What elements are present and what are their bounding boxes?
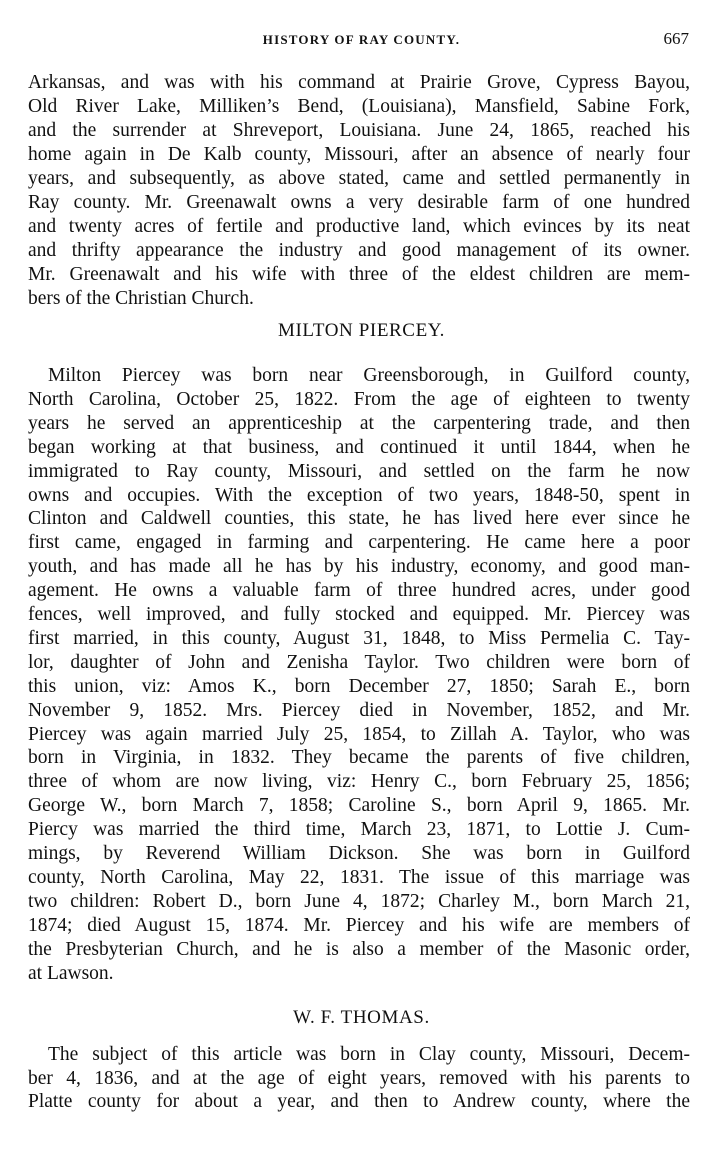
text-line: fences, well improved, and fully stocked and equipped. Mr. Piercey was	[28, 604, 690, 625]
section-heading: W. F. THOMAS.	[293, 1007, 430, 1028]
text-line: mings, by Reverend William Dickson. She was born in Guilford	[28, 843, 690, 864]
text-line: and twenty acres of fertile and productive land, which evinces by its neat	[28, 216, 690, 237]
text-line: born in Virginia, in 1832. They became the parents of five children,	[28, 747, 690, 769]
text-line: 1874; died August 15, 1874. Mr. Piercey and his wife are members of	[28, 914, 690, 936]
text-line: North Carolina, October 25, 1822. From the age of eighteen to twenty	[28, 388, 690, 410]
text-line: November 9, 1852. Mrs. Piercey died in November, 1852, and Mr.	[28, 699, 690, 721]
text-line: first married, in this county, August 31, 1848, to Miss Permelia C. Tay-	[28, 627, 690, 649]
text-line: ber 4, 1836, and at the age of eight years, removed with his parents to	[28, 1067, 690, 1089]
text-line: and the surrender at Shreveport, Louisiana. June 24, 1865, reached his	[28, 120, 690, 141]
text-line: at Lawson.	[28, 962, 114, 984]
text-line: Piercey was again married July 25, 1854, to Zillah A. Taylor, who was	[28, 723, 690, 745]
text-line: began working at that business, and continued it until 1844, when he	[28, 436, 690, 458]
running-head: HISTORY OF RAY COUNTY.	[262, 32, 461, 47]
text-line: George W., born March 7, 1858; Caroline S., born April 9, 1865. Mr.	[28, 795, 690, 817]
text-line: first came, engaged in farming and carpentering. He came here a poor	[28, 532, 690, 554]
text-line: bers of the Christian Church.	[28, 288, 254, 309]
text-line: Old River Lake, Milliken’s Bend, (Louisiana), Mansfield, Sabine Fork,	[28, 96, 690, 117]
text-line: home again in De Kalb county, Missouri, after an absence of nearly four	[28, 144, 690, 165]
text-line: Platte county for about a year, and then to Andrew county, where the	[28, 1091, 690, 1113]
text-line: owns and occupies. With the exception of two years, 1848-50, spent in	[28, 484, 690, 506]
text-line: youth, and has made all he has by his industry, economy, and good man-	[28, 556, 690, 578]
section-heading: MILTON PIERCEY.	[277, 320, 445, 341]
text-line: two children: Robert D., born June 4, 1872; Charley M., born March 21,	[28, 890, 690, 912]
text-line: Ray county. Mr. Greenawalt owns a very desirable farm of one hundred	[28, 192, 690, 213]
text-line: Arkansas, and was with his command at Prairie Grove, Cypress Bayou,	[28, 72, 690, 93]
text-line: The subject of this article was born in Clay county, Missouri, Decem-	[48, 1044, 690, 1065]
text-line: years, and subsequently, as above stated, came and settled permanently in	[28, 168, 690, 189]
text-line: three of whom are now living, viz: Henry C., born February 25, 1856;	[28, 771, 690, 793]
text-line: this union, viz: Amos K., born December 27, 1850; Sarah E., born	[28, 675, 690, 697]
text-line: Mr. Greenawalt and his wife with three of the eldest children are mem-	[28, 264, 690, 285]
text-line: the Presbyterian Church, and he is also a member of the Masonic order,	[28, 938, 690, 960]
text-line: county, North Carolina, May 22, 1831. The issue of this marriage was	[28, 866, 690, 888]
text-line: immigrated to Ray county, Missouri, and settled on the farm he now	[28, 460, 690, 482]
text-line: lor, daughter of John and Zenisha Taylor. Two children were born of	[28, 651, 690, 673]
text-line: Milton Piercey was born near Greensborough, in Guilford county,	[48, 365, 690, 386]
text-line: and thrifty appearance the industry and good management of its owner.	[28, 240, 690, 261]
text-line: Piercy was married the third time, March 23, 1871, to Lottie J. Cum-	[28, 819, 690, 841]
text-line: agement. He owns a valuable farm of three hundred acres, under good	[28, 580, 690, 602]
text-line: Clinton and Caldwell counties, this state, he has lived here ever since he	[28, 508, 690, 530]
page-number: 667	[663, 29, 689, 48]
text-line: years he served an apprenticeship at the carpentering trade, and then	[28, 412, 690, 434]
